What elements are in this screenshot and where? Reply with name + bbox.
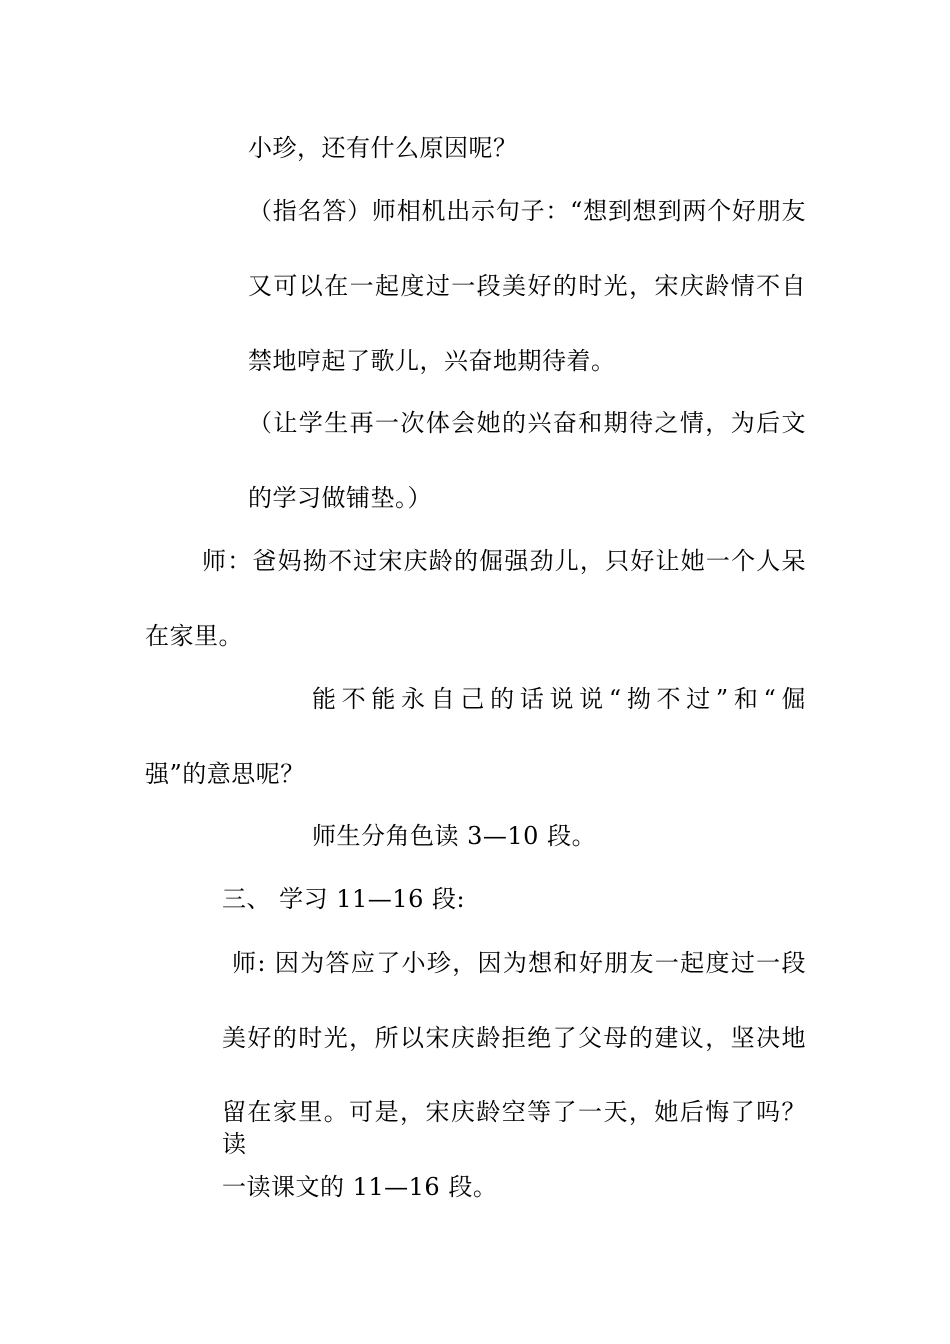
text-line-3: 又可以在一起度过一段美好的时光，宋庆龄情不自 <box>248 272 806 300</box>
text-line-4: 禁地哼起了歌儿，兴奋地期待着。 <box>248 347 616 375</box>
text-line-6: 的学习做铺垫。） <box>248 484 432 512</box>
text-line-5: （让学生再一次体会她的兴奋和期待之情，为后文 <box>248 409 806 437</box>
section-heading: 三、 学习 11—16 段: <box>222 885 466 913</box>
text-line-15: 留在家里。可是，宋庆龄空等了一天，她后悔了吗？读 <box>222 1098 806 1158</box>
text-line-10: 强”的意思呢？ <box>145 760 305 788</box>
text-line-9: 能不能永自己的话说说“拗不过”和“倔 <box>312 685 806 713</box>
text-line-16: 一读课文的 11—16 段。 <box>222 1173 498 1201</box>
text-line-13: 师: 因为答应了小珍，因为想和好朋友一起度过一段 <box>232 949 806 977</box>
text-line-7: 师：爸妈拗不过宋庆龄的倔强劲儿，只好让她一个人呆 <box>202 547 806 575</box>
text-line-14: 美好的时光，所以宋庆龄拒绝了父母的建议，坚决地 <box>222 1024 806 1052</box>
text-line-2: （指名答）师相机出示句子：“想到想到两个好朋友 <box>248 197 806 225</box>
text-line-1: 小珍，还有什么原因呢？ <box>248 134 518 162</box>
text-line-11: 师生分角色读 3—10 段。 <box>312 822 597 850</box>
text-line-8: 在家里。 <box>145 622 243 650</box>
